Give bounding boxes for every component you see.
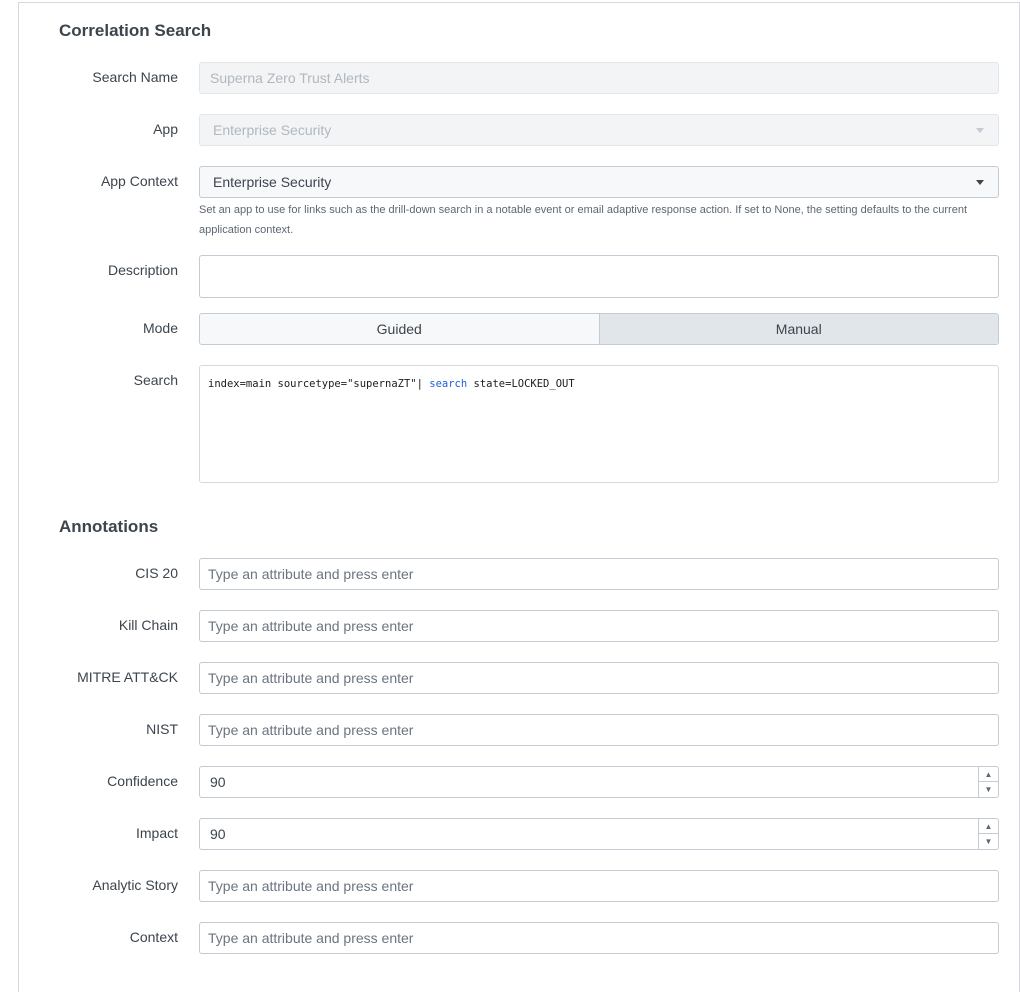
cis20-label: CIS 20	[135, 565, 178, 581]
context-input[interactable]	[199, 922, 999, 954]
impact-label: Impact	[135, 825, 178, 841]
spin-down-icon[interactable]: ▼	[984, 837, 993, 846]
context-label: Context	[129, 929, 178, 945]
search-keyword: search	[429, 378, 468, 390]
confidence-label: Confidence	[107, 773, 178, 789]
mitre-label: MITRE ATT&CK	[77, 669, 178, 685]
confidence-input[interactable]	[199, 766, 999, 798]
search-name-field	[199, 62, 999, 94]
impact-stepper[interactable]	[978, 819, 998, 849]
app-context-label: App Context	[100, 173, 178, 189]
mode-manual-button[interactable]: Manual	[599, 314, 999, 344]
app-value: Enterprise Security	[213, 122, 332, 138]
analytic-story-input[interactable]	[199, 870, 999, 902]
search-label: Search	[133, 372, 178, 388]
app-context-help: Set an app to use for links such as the drill-down search in a notable event or email adaptive response action. If set to None, the setting defaults to the current application context.	[199, 204, 968, 236]
kill-chain-label: Kill Chain	[118, 617, 178, 633]
app-label: App	[153, 121, 178, 137]
mitre-placeholder: Type an attribute and press enter	[208, 670, 414, 686]
search-editor[interactable]	[199, 365, 999, 483]
search-name-value: Superna Zero Trust Alerts	[210, 70, 370, 86]
chevron-down-icon	[976, 180, 984, 185]
nist-placeholder: Type an attribute and press enter	[208, 722, 414, 738]
confidence-value: 90	[210, 774, 226, 790]
nist-label: NIST	[146, 721, 178, 737]
section-title-correlation-search: Correlation Search	[59, 21, 212, 40]
cis20-placeholder: Type an attribute and press enter	[208, 566, 414, 582]
chevron-down-icon	[976, 128, 984, 133]
mitre-input[interactable]	[199, 662, 999, 694]
mode-guided-button[interactable]: Guided	[200, 314, 599, 344]
analytic-story-placeholder: Type an attribute and press enter	[208, 878, 414, 894]
app-select	[199, 114, 999, 146]
search-query	[208, 378, 575, 390]
search-query-part1: index=main sourcetype="supernaZT"|	[208, 378, 430, 390]
mode-label: Mode	[142, 320, 178, 336]
app-context-value: Enterprise Security	[213, 174, 332, 190]
description-label: Description	[107, 262, 178, 278]
search-query-part2: state=LOCKED_OUT	[467, 378, 575, 390]
impact-value: 90	[210, 826, 226, 842]
impact-input[interactable]	[199, 818, 999, 850]
spin-down-icon[interactable]: ▼	[984, 785, 993, 794]
confidence-stepper[interactable]	[978, 767, 998, 797]
cis20-input[interactable]	[199, 558, 999, 590]
kill-chain-placeholder: Type an attribute and press enter	[208, 618, 414, 634]
description-textarea[interactable]	[199, 255, 999, 298]
spin-up-icon[interactable]: ▲	[979, 819, 998, 834]
search-name-label: Search Name	[92, 69, 178, 85]
kill-chain-input[interactable]	[199, 610, 999, 642]
app-context-select[interactable]	[199, 166, 999, 198]
nist-input[interactable]	[199, 714, 999, 746]
spin-up-icon[interactable]: ▲	[979, 767, 998, 782]
mode-toggle	[199, 313, 999, 345]
section-title-annotations: Annotations	[59, 517, 159, 536]
analytic-story-label: Analytic Story	[92, 877, 178, 893]
context-placeholder: Type an attribute and press enter	[208, 930, 414, 946]
